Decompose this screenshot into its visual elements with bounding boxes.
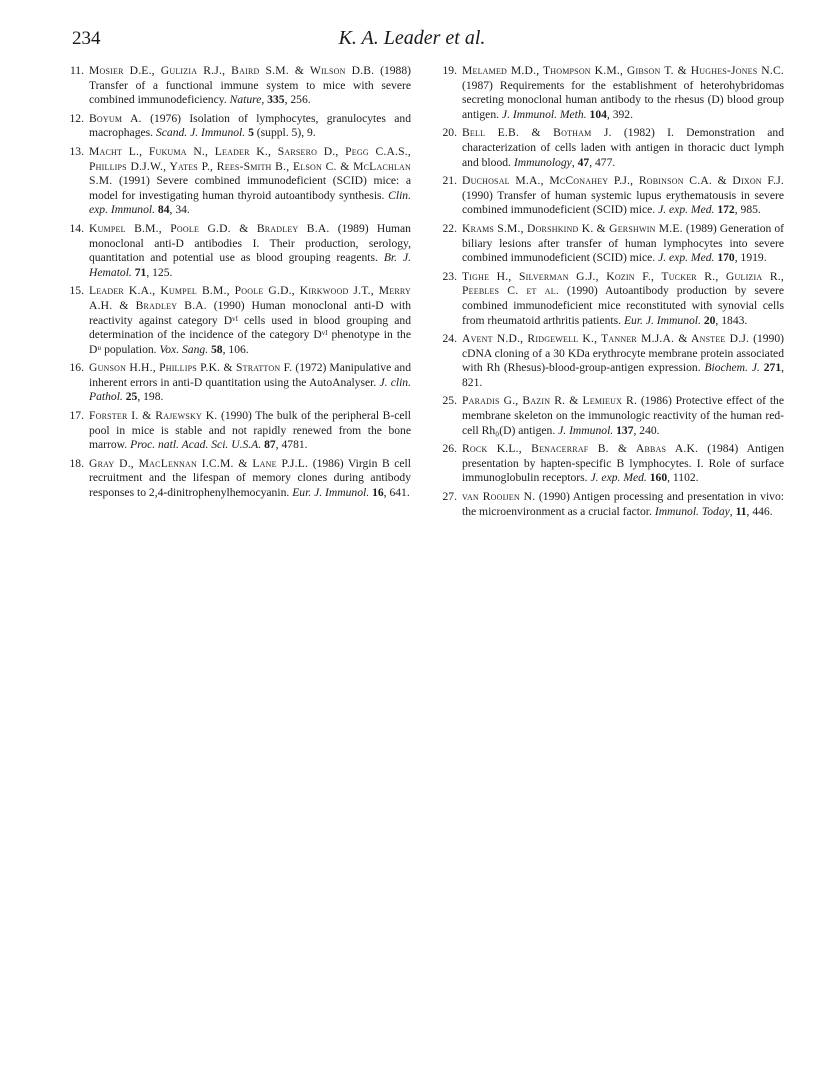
reference-title: (1987) Requirements for the establishment of heterohybridomas secreting monoclonal human antibody to the rhesus (D) blood group antigen. bbox=[462, 78, 784, 121]
reference-sep: , bbox=[571, 155, 578, 169]
reference-pages: , 1843. bbox=[715, 313, 748, 327]
reference-pages: , 985. bbox=[734, 203, 761, 217]
reference-title: (1976) Isolation of lymphocytes, granulocytes and macrophages. bbox=[89, 111, 412, 140]
reference-volume: 16 bbox=[372, 486, 384, 500]
running-head: K. A. Leader et al. bbox=[338, 27, 486, 49]
reference-authors: Avent N.D., Ridgewell K., Tanner M.J.A. & Anstee D.J. bbox=[462, 332, 750, 346]
reference-item bbox=[442, 126, 784, 170]
reference-journal: J. exp. Med. bbox=[658, 203, 715, 217]
reference-title: (1989) Generation of biliary lesions after transfer of human lymphocytes into severe combined immunodeficient (SCID) mice. bbox=[462, 221, 784, 265]
reference-number: 15. bbox=[69, 284, 84, 298]
reference-sep: , bbox=[261, 93, 268, 107]
reference-volume: 71 bbox=[134, 265, 147, 279]
reference-volume: 170 bbox=[717, 251, 735, 265]
reference-authors: Mosier D.E., Gulizia R.J., Baird S.M. & Wilson D.B. bbox=[89, 64, 375, 77]
reference-journal: J. Immunol. bbox=[558, 423, 614, 437]
reference-column-right bbox=[442, 64, 785, 523]
reference-title: (1982) I. Demonstration and characterization of cells laden with antigen in thoracic duct lymph and blood. bbox=[462, 126, 784, 169]
reference-volume: 172 bbox=[717, 203, 735, 217]
reference-authors: Duchosal M.A., McConahey P.J., Robinson C.A. & Dixon F.J. bbox=[462, 174, 784, 188]
reference-item bbox=[69, 221, 411, 280]
reference-authors: Kumpel B.M., Poole G.D. & Bradley B.A. bbox=[89, 221, 330, 235]
reference-item bbox=[69, 409, 411, 453]
reference-volume: 47 bbox=[577, 155, 590, 169]
reference-number: 11. bbox=[69, 64, 84, 77]
reference-volume: 11 bbox=[735, 504, 747, 518]
reference-volume: 58 bbox=[211, 342, 223, 356]
reference-title: (1989) Human monoclonal anti-D antibodies I. Their production, serology, quantitation and potential use as blood grouping reagents. bbox=[89, 221, 411, 265]
reference-number: 16. bbox=[69, 361, 84, 375]
reference-pages: , 821. bbox=[462, 361, 785, 389]
reference-item bbox=[69, 361, 411, 405]
reference-title: (1990) The bulk of the peripheral B-cell pool in mice is stable and not rapidly renewed from the bone marrow. bbox=[89, 409, 411, 452]
reference-journal: J. Immunol. Meth. bbox=[501, 107, 587, 121]
reference-item bbox=[69, 144, 411, 218]
reference-pages: , 446. bbox=[746, 504, 773, 518]
reference-authors: Gunson H.H., Phillips P.K. & Stratton F. bbox=[89, 361, 293, 375]
reference-item bbox=[69, 111, 412, 141]
reference-authors: van Rooijen N. bbox=[462, 490, 536, 504]
reference-pages: , 106. bbox=[222, 342, 249, 356]
reference-pages: (suppl. 5), 9. bbox=[253, 126, 316, 140]
reference-title: (1990) Autoantibody production by severe combined immunodeficient mice reconstituted with synovial cells from rheumatoid arthritis patients. bbox=[462, 284, 785, 327]
reference-authors: Krams S.M., Dorshkind K. & Gershwin M.E. bbox=[462, 221, 683, 235]
reference-volume: 84 bbox=[157, 203, 170, 217]
reference-pages: , 477. bbox=[589, 155, 616, 169]
reference-pages: , 240. bbox=[633, 423, 660, 437]
reference-journal: J. exp. Med. bbox=[658, 251, 715, 265]
reference-volume: 335 bbox=[267, 93, 285, 107]
reference-authors: Tighe H., Silverman G.J., Kozin F., Tucker R., Gulizia R., Peebles C. et al. bbox=[462, 269, 784, 298]
reference-journal: Nature bbox=[229, 93, 262, 107]
reference-title: (1984) Antigen presentation by hapten-specific B lymphocytes. I. Role of surface immunoglobulin receptors. bbox=[462, 442, 785, 485]
reference-item bbox=[442, 442, 785, 486]
reference-item bbox=[69, 284, 412, 357]
reference-item bbox=[442, 332, 785, 390]
reference-authors: Gray D., MacLennan I.C.M. & Lane P.J.L. bbox=[89, 456, 309, 470]
reference-number: 19. bbox=[442, 64, 457, 77]
reference-number: 14. bbox=[69, 221, 84, 235]
reference-pages: , 4781. bbox=[275, 438, 308, 452]
reference-title: (1990) Transfer of human systemic lupus erythematousis in severe combined immunodeficient (SCID) mice. bbox=[462, 188, 784, 217]
reference-journal: Vox. Sang. bbox=[159, 342, 209, 356]
reference-title: (1991) Severe combined immunodeficient (SCID) mice: a model for investigating human thyroid autoantibody synthesis. bbox=[89, 174, 411, 202]
reference-journal: Clin. exp. Immunol. bbox=[89, 188, 411, 217]
reference-authors: Rock K.L., Benacerraf B. & Abbas A.K. bbox=[462, 442, 699, 456]
reference-item bbox=[442, 490, 784, 519]
reference-number: 26. bbox=[442, 442, 457, 456]
reference-title: (1972) Manipulative and inherent errors in anti-D quantitation using the AutoAnalyser. bbox=[89, 361, 411, 389]
reference-volume: 5 bbox=[248, 126, 254, 140]
reference-journal: J. clin. Pathol. bbox=[89, 375, 411, 404]
reference-sep: , bbox=[729, 504, 736, 518]
reference-pages: , 1919. bbox=[734, 251, 767, 265]
reference-item bbox=[69, 64, 412, 108]
reference-number: 21. bbox=[442, 174, 457, 188]
reference-title: (1988) Transfer of a functional immune system to mice with severe combined immunodeficiency. bbox=[89, 64, 412, 107]
reference-pages: , 392. bbox=[606, 107, 633, 121]
reference-item bbox=[69, 456, 412, 501]
reference-authors: Melamed M.D., Thompson K.M., Gibson T. & Hughes-Jones N.C. bbox=[462, 64, 784, 77]
reference-pages: , 34. bbox=[169, 203, 190, 217]
reference-pages: , 125. bbox=[146, 265, 173, 279]
reference-journal: Immunology bbox=[513, 155, 572, 169]
reference-item bbox=[442, 174, 784, 218]
reference-pages: , 1102. bbox=[667, 471, 699, 485]
reference-title: (1990) cDNA cloning of a 30 KDa erythrocyte membrane protein associated with Rh (Rhesus)-blood-group-antigen expression. bbox=[462, 332, 784, 375]
reference-volume: 137 bbox=[616, 423, 634, 437]
reference-pages: , 641. bbox=[383, 486, 410, 500]
reference-journal: Eur. J. Immunol. bbox=[623, 313, 701, 327]
reference-pages: , 198. bbox=[137, 390, 164, 404]
reference-number: 22. bbox=[442, 221, 457, 235]
reference-journal: Biochem. J. bbox=[704, 361, 760, 375]
reference-title: (1986) Protective effect of the membrane skeleton on the immunologic reactivity of the human red-cell Rh₀(D) antigen. bbox=[462, 394, 784, 437]
reference-authors: Forster I. & Rajewsky K. bbox=[89, 409, 218, 423]
reference-authors: Paradis G., Bazin R. & Lemieux R. bbox=[462, 394, 638, 408]
reference-column-left bbox=[69, 64, 412, 505]
reference-volume: 25 bbox=[125, 390, 138, 404]
reference-item bbox=[442, 221, 784, 266]
reference-number: 17. bbox=[69, 409, 84, 423]
reference-volume: 87 bbox=[264, 438, 276, 452]
reference-volume: 20 bbox=[703, 313, 716, 327]
reference-number: 20. bbox=[442, 126, 457, 140]
reference-authors: Bell E.B. & Botham J. bbox=[462, 126, 612, 140]
reference-pages: , 256. bbox=[284, 93, 311, 107]
reference-journal: Scand. J. Immunol. bbox=[155, 126, 246, 140]
reference-journal: Immunol. Today bbox=[654, 504, 730, 518]
reference-journal: Eur. J. Immunol. bbox=[292, 486, 370, 500]
reference-title: (1990) Human monoclonal anti-D with reactivity against category Dᵛᴵ cells used in blood grouping and determination of the incidence of the category Dᵛᴵ phenotype in the Dᵘ population. bbox=[89, 298, 412, 356]
page-number: 234 bbox=[72, 28, 101, 49]
reference-item bbox=[442, 269, 785, 328]
reference-number: 18. bbox=[69, 456, 84, 470]
reference-journal: Br. J. Hematol. bbox=[89, 251, 411, 279]
reference-volume: 160 bbox=[649, 471, 668, 485]
page-header bbox=[72, 28, 752, 56]
reference-journal: J. exp. Med. bbox=[590, 471, 647, 485]
reference-authors: Leader K.A., Kumpel B.M., Poole G.D., Kirkwood J.T., Merry A.H. & Bradley B.A. bbox=[89, 284, 411, 312]
reference-number: 27. bbox=[442, 490, 457, 504]
reference-volume: 104 bbox=[589, 107, 607, 121]
reference-item bbox=[442, 394, 784, 438]
reference-authors: Boyum A. bbox=[89, 111, 142, 125]
reference-title: (1986) Virgin B cell recruitment and the lifespan of memory clones during antibody responses to 2,4-dinitrophenylhemocyanin. bbox=[89, 456, 412, 500]
reference-volume: 271 bbox=[763, 361, 782, 375]
reference-number: 25. bbox=[442, 394, 457, 408]
reference-number: 24. bbox=[442, 332, 457, 346]
reference-number: 23. bbox=[442, 269, 457, 283]
reference-item bbox=[442, 64, 784, 122]
reference-title: (1990) Antigen processing and presentation in vivo: the microenvironment as a crucial factor. bbox=[462, 490, 784, 518]
reference-number: 13. bbox=[69, 144, 84, 158]
reference-authors: Macht L., Fukuma N., Leader K., Sarsero D., Pegg C.A.S., Phillips D.J.W., Yates P., Rees-Smith B., Elson C. & McLachlan S.M. bbox=[89, 144, 411, 188]
reference-journal: Proc. natl. Acad. Sci. U.S.A. bbox=[130, 438, 262, 452]
reference-number: 12. bbox=[69, 111, 84, 125]
